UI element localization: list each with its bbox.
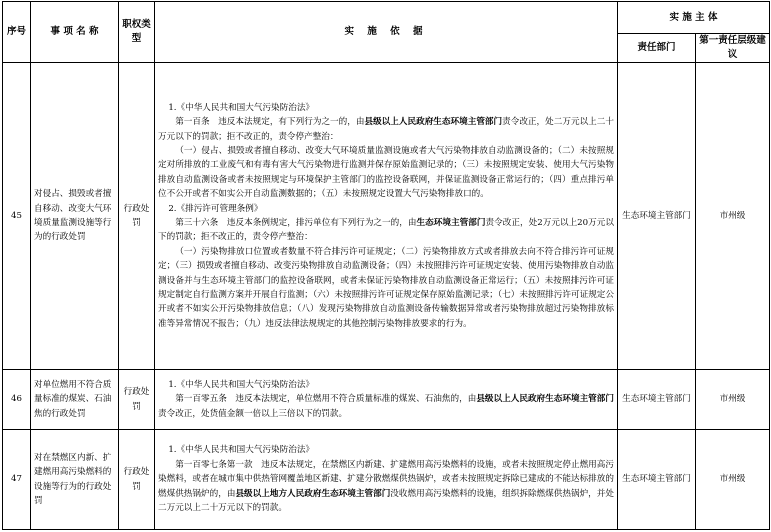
- basis-law-title: 2.《排污许可管理条例》: [168, 203, 263, 214]
- header-type: 职权类型: [119, 2, 155, 63]
- row-item: 对侵占、损毁或者擅自移动、改变大气环境质量监测设施等行为的行政处罚: [31, 63, 119, 370]
- row-item: 对在禁燃区内新、扩建燃用高污染燃料的设施等行为的行政处罚: [31, 430, 119, 530]
- header-item: 事 项 名 称: [31, 2, 119, 63]
- table-row: [3, 430, 770, 530]
- row-basis: [155, 63, 618, 370]
- basis-clauses: （一）污染物排放口位置或者数量不符合排污许可证规定；（二）污染物排放方式或者排放去向不符合排污许可证规定；（三）损毁或者擅自移动、改变污染物排放自动监测设备；（四）未按照排污许可证规定安装、使用污染物排放自动监测设备并与生态环境主管部门的监控设备联网，或者未保证污染物排放自动监测设备正常运行；（五）未按照排污许可证规定制定自行监测方案并开展自行监测；（六）未按照排污许可证规定保存原始监测记录；（七）未按照排污许可证规定公开或者不如实公开污染物排放信息；（八）发现污染物排放自动监测设备传输数据异常或者污染物排放超过污染物排放标准等异常情况不报告；（九）违反法律法规规定的其他控制污染物排放要求的行为。: [158, 246, 614, 329]
- basis-article: 第一百条 违反本法规定，有下列行为之一的，由县级以上人民政府生态环境主管部门责令改正，处二万元以上二十万元以下的罚款；拒不改正的，责令停产整治：: [158, 117, 614, 142]
- header-row: [3, 2, 770, 34]
- basis-article: 第三十六条 违反本条例规定，排污单位有下列行为之一的，由生态环境主管部门责令改正，处2万元以上20万元以下的罚款；拒不改正的，责令停产整治：: [158, 218, 614, 243]
- header-dept: 责任部门: [618, 34, 696, 63]
- row-basis: [155, 370, 618, 430]
- row-level: 市州级: [696, 63, 770, 370]
- table-row: [3, 63, 770, 370]
- row-type: 行政处罚: [119, 430, 155, 530]
- basis-article: 第一百零五条 违反本法规定，单位燃用不符合质量标准的煤炭、石油焦的，由县级以上人民政府生态环境主管部门责令改正，处货值金额一倍以上三倍以下的罚款。: [158, 394, 614, 419]
- basis-article: 第一百零七条第一款 违反本法规定，在禁燃区内新建、扩建燃用高污染燃料的设施，或者未按照规定停止燃用高污染燃料，或者在城市集中供热管网覆盖地区新建、扩建分散燃煤供热锅炉，或者未按照规定拆除已建成的不能达标排放的燃煤供热锅炉的，由县级以上地方人民政府生态环境主管部门没收燃用高污染燃料的设施，组织拆除燃煤供热锅炉，并处二万元以上二十万元以下的罚款。: [158, 459, 614, 514]
- basis-law-title: 1.《中华人民共和国大气污染防治法》: [168, 102, 315, 113]
- responsible-authority: 县级以上人民政府生态环境主管部门: [364, 117, 503, 128]
- responsible-authority: 县级以上地方人民政府生态环境主管部门: [235, 488, 391, 499]
- row-no: 46: [3, 370, 31, 430]
- header-basis: 实 施 依 据: [155, 2, 618, 63]
- header-level: 第一责任层级建议: [696, 34, 770, 63]
- basis-law-title: 1.《中华人民共和国大气污染防治法》: [168, 379, 315, 390]
- header-subject: 实 施 主 体: [618, 2, 770, 34]
- basis-law-title: 1.《中华人民共和国大气污染防治法》: [168, 445, 315, 456]
- row-dept: 生态环境主管部门: [618, 63, 696, 370]
- row-level: 市州级: [696, 430, 770, 530]
- row-no: 47: [3, 430, 31, 530]
- basis-clauses: （一）侵占、损毁或者擅自移动、改变大气环境质量监测设施或者大气污染物排放自动监测设备的；（二）未按照规定对所排放的工业废气和有毒有害大气污染物进行监测并保存原始监测记录的；（三）未按照规定安装、使用大气污染物排放自动监测设备或者未按照规定与环境保护主管部门的监控设备联网，并保证监测设备正常运行的；（四）重点排污单位不公开或者不如实公开自动监测数据的；（五）未按照规定设置大气污染物排放口的。: [158, 145, 614, 200]
- table-row: [3, 370, 770, 430]
- enforcement-table: [2, 1, 770, 530]
- row-basis: [155, 430, 618, 530]
- responsible-authority: 生态环境主管部门: [416, 218, 486, 228]
- row-dept: 生态环境主管部门: [618, 430, 696, 530]
- row-no: 45: [3, 63, 31, 370]
- row-type: 行政处罚: [119, 63, 155, 370]
- responsible-authority: 县级以上人民政府生态环境主管部门: [476, 394, 614, 405]
- row-type: 行政处罚: [119, 370, 155, 430]
- header-no: 序号: [3, 2, 31, 63]
- row-dept: 生态环境主管部门: [618, 370, 696, 430]
- row-level: 市州级: [696, 370, 770, 430]
- row-item: 对单位燃用不符合质量标准的煤炭、石油焦的行政处罚: [31, 370, 119, 430]
